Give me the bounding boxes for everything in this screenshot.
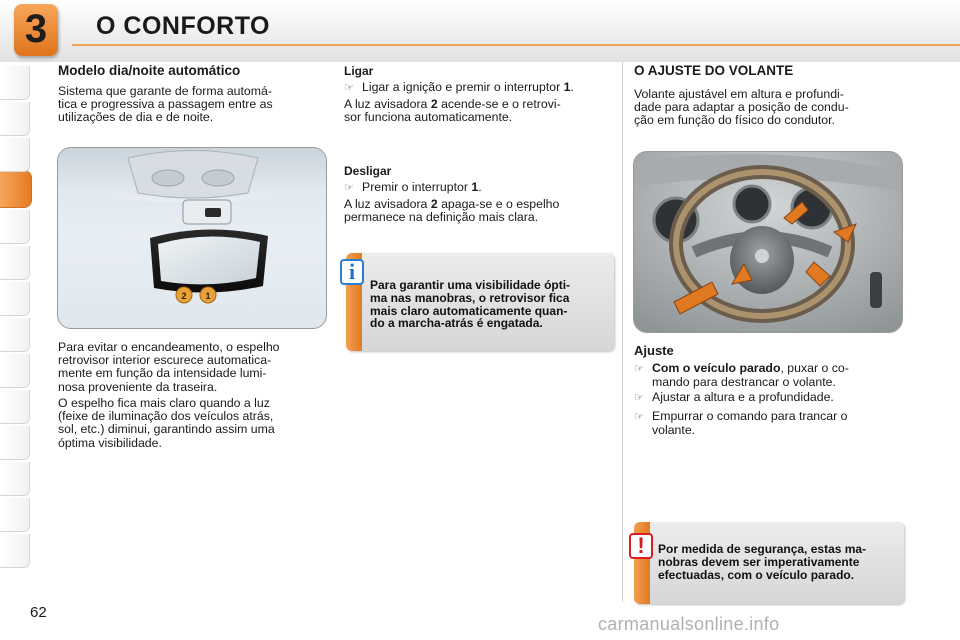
text-segment: A luz avisadora	[344, 197, 431, 211]
text-line: Para garantir uma visibilidade ópti-	[370, 278, 571, 292]
roof-lamp-left	[152, 170, 184, 186]
side-tab-3[interactable]	[0, 138, 30, 172]
desligar-heading: Desligar	[344, 164, 392, 178]
switch-number: 1	[563, 80, 571, 94]
bullet-text: Empurrar o comando para trancar o	[652, 409, 848, 423]
rearview-mirror-illustration	[57, 147, 327, 329]
ajuste-heading: Ajuste	[634, 343, 674, 358]
section-heading-day-night: Modelo dia/noite automático	[58, 63, 241, 78]
wheel-emblem	[755, 249, 769, 263]
desligar-bullet	[344, 181, 482, 195]
mirror-glass	[158, 236, 260, 284]
page-title: O CONFORTO	[96, 12, 270, 40]
text-line: (feixe de iluminação dos veículos atrás,	[58, 409, 274, 424]
gear-lever	[870, 272, 882, 308]
text-line: permanece na definição mais clara.	[344, 210, 539, 225]
warning-icon: !	[629, 533, 653, 559]
bullet-text-line2: volante.	[652, 423, 696, 438]
bullet-end: .	[570, 80, 574, 94]
text-line: ção em função do físico do condutor.	[634, 113, 835, 128]
bullet-text: , puxar o co-	[780, 361, 849, 375]
bullet-text: Premir o interruptor	[362, 180, 472, 194]
roof-console	[128, 151, 258, 199]
bullet-bold-text: Com o veículo parado	[652, 361, 781, 375]
side-tab-9[interactable]	[0, 390, 30, 424]
steering-wheel-illustration	[633, 151, 903, 333]
pointing-hand-icon: ☞	[344, 82, 354, 94]
text-segment: apaga-se e o espelho	[437, 197, 560, 211]
side-tab-11[interactable]	[0, 462, 30, 496]
mirror-sensor	[205, 208, 221, 217]
info-note-text	[370, 279, 610, 330]
bullet-text: Ligar a ignição e premir o interruptor	[362, 80, 564, 94]
text-line: mente em função da intensidade lumi-	[58, 366, 267, 381]
watermark: carmanualsonline.info	[598, 614, 780, 634]
ligar-body	[344, 98, 616, 124]
side-tab-10[interactable]	[0, 426, 30, 460]
mirror-svg	[58, 148, 327, 329]
side-tab-12[interactable]	[0, 498, 30, 532]
text-segment: acende-se e o retrovi-	[437, 97, 561, 111]
callout-2-label: 2	[181, 291, 187, 301]
header-rule	[72, 44, 960, 46]
day-night-body-2	[58, 397, 326, 450]
text-line: ma nas manobras, o retrovisor fica	[370, 290, 570, 305]
text-segment: A luz avisadora	[344, 97, 431, 111]
switch-number: 1	[471, 180, 479, 194]
pointing-hand-icon: ☞	[344, 182, 354, 194]
roof-lamp-right	[202, 170, 234, 186]
warning-note-text	[658, 543, 900, 581]
ajuste-bullet-1	[634, 362, 906, 389]
text-line: O espelho fica mais claro quando a luz	[58, 396, 270, 410]
text-line: nosa proveniente da traseira.	[58, 379, 218, 394]
text-line: sol, etc.) diminui, garantindo assim uma	[58, 422, 275, 437]
text-line: dade para adaptar a posição de condu-	[634, 100, 849, 115]
side-tab-6[interactable]	[0, 282, 30, 316]
side-tab-5[interactable]	[0, 246, 30, 280]
text-line: sor funciona automaticamente.	[344, 110, 513, 125]
lamp-number: 2	[430, 197, 438, 211]
side-tab-8[interactable]	[0, 354, 30, 388]
side-tab-13[interactable]	[0, 534, 30, 568]
text-line: tica e progressiva a passagem entre as	[58, 97, 273, 112]
callout-1-label: 1	[205, 291, 211, 301]
text-line: Volante ajustável em altura e profundi-	[634, 87, 844, 101]
column-divider	[622, 62, 623, 602]
desligar-body	[344, 198, 616, 224]
section-heading-steering: O AJUSTE DO VOLANTE	[634, 63, 794, 78]
text-line: efectuadas, com o veículo parado.	[658, 567, 855, 582]
ligar-bullet	[344, 81, 574, 95]
text-line: Sistema que garante de forma automá-	[58, 84, 272, 98]
day-night-intro	[58, 85, 324, 125]
chapter-number: 3	[24, 7, 48, 51]
text-line: nobras devem ser imperativamente	[658, 554, 860, 569]
ajuste-bullet-2	[634, 391, 906, 405]
text-line: Por medida de segurança, estas ma-	[658, 542, 867, 556]
pointing-hand-icon: ☞	[634, 411, 644, 423]
pointing-hand-icon: ☞	[634, 392, 644, 404]
text-line: utilizações de dia e de noite.	[58, 110, 214, 125]
side-tab-7[interactable]	[0, 318, 30, 352]
text-line: retrovisor interior escurece automatica-	[58, 353, 272, 368]
side-tab-strip	[0, 62, 32, 582]
gauge-middle	[734, 186, 770, 222]
steering-intro	[634, 88, 902, 128]
lamp-number: 2	[430, 97, 438, 111]
side-tab-2[interactable]	[0, 102, 30, 136]
bullet-text: Ajustar a altura e a profundidade.	[652, 390, 834, 404]
warning-note	[634, 522, 904, 604]
chapter-badge	[14, 4, 58, 56]
ligar-heading: Ligar	[344, 64, 374, 78]
side-tab-1[interactable]	[0, 66, 30, 100]
pointing-hand-icon: ☞	[634, 363, 644, 375]
text-line: Para evitar o encandeamento, o espelho	[58, 340, 280, 354]
text-line: óptima visibilidade.	[58, 435, 162, 450]
day-night-body-1	[58, 341, 326, 394]
bullet-text-line2: mando para destrancar o volante.	[652, 375, 836, 390]
steering-svg	[634, 152, 903, 333]
info-icon: i	[340, 259, 364, 285]
bullet-end: .	[478, 180, 482, 194]
page-number: 62	[30, 604, 47, 621]
text-line: do a marcha-atrás é engatada.	[370, 316, 543, 331]
info-note	[346, 253, 614, 351]
text-line: mais claro automaticamente quan-	[370, 303, 568, 318]
side-tab-4[interactable]	[0, 210, 30, 244]
ajuste-bullet-3	[634, 410, 906, 437]
side-tab-active[interactable]	[0, 170, 32, 208]
